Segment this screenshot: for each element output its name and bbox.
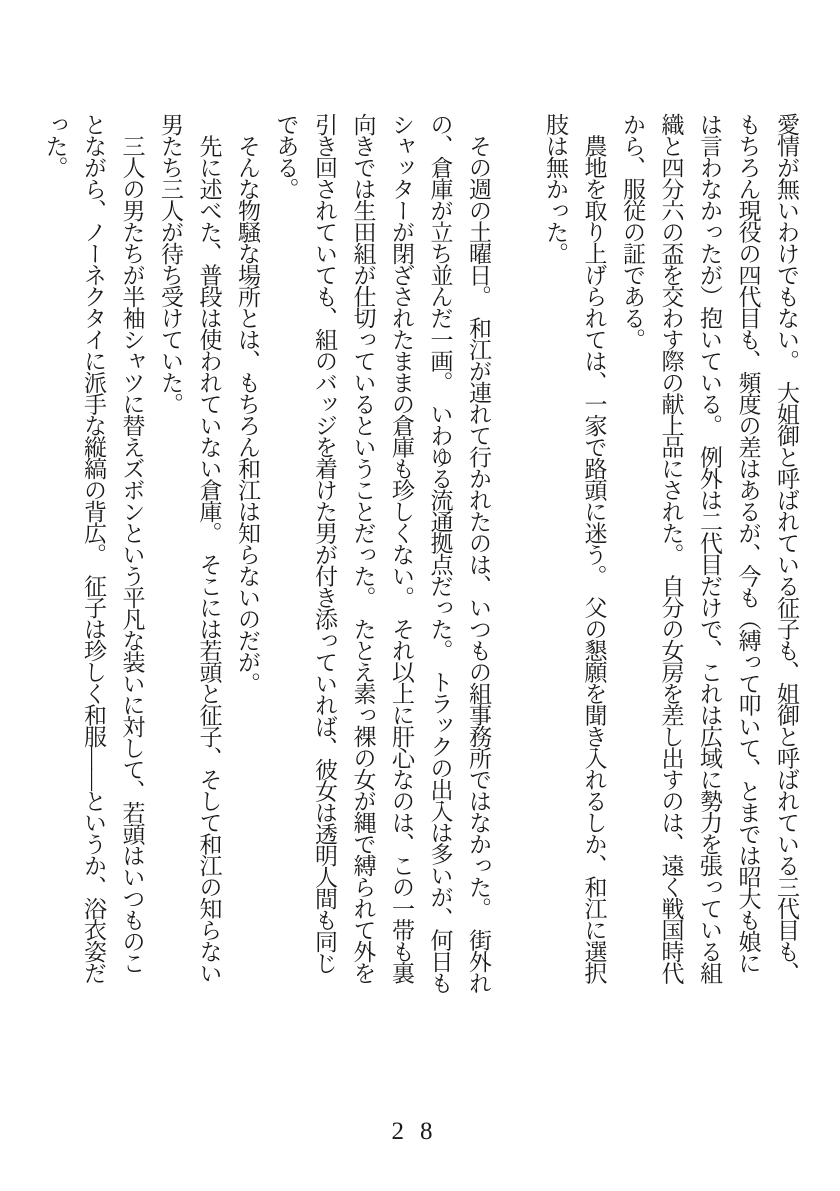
text-line: 向きでは生田組が仕切っているということだった。 たとえ素っ裸の女が縄で縛られて外を — [350, 113, 376, 983]
text-line: の、倉庫が立ち並んだ一画。 いわゆる流通拠点だった。 トラックの出入は多いが、何日も — [427, 113, 453, 993]
body-text — [35, 113, 805, 1043]
text-line: った。 — [42, 113, 68, 178]
text-line: シャッターが閉ざされたままの倉庫も珍しくない。 それ以上に肝心なのは、この一帯も裏 — [389, 113, 414, 983]
text-line: 引き回されていても、組のバッジを着けた男が付き添っていれば、彼女は透明人間も同じ — [312, 113, 337, 973]
text-line: その週の土曜日。 和江が連れて行かれたのは、いつもの組事務所ではなかった。 街外れ — [466, 113, 491, 993]
text-line: そんな物騒な場所とは、もちろん和江は知らないのだが。 — [235, 113, 260, 694]
text-line: 男たち三人が待ち受けていた。 — [158, 113, 183, 414]
text-line-blank — [497, 113, 536, 1043]
text-line: 農地を取り上げられては、一家で路頭に迷う。 父の懇願を聞き入れるしか、和江に選択 — [581, 113, 607, 983]
text-line: から、服従の証である。 — [620, 113, 645, 350]
text-line: 織と四分六の盃を交わす際の献上品にされた。 自分の女房を差し出すのは、遠く戦国時代 — [658, 113, 684, 983]
text-line: である。 — [273, 113, 299, 199]
text-line: 愛情が無いわけでもない。 大姐御と呼ばれている征子も、姐御と呼ばれている三代目も、 — [774, 113, 799, 983]
text-line: 三人の男たちが半袖シャツに替えズボンという平凡な装いに対して、若頭はいつものこ — [119, 113, 145, 973]
text-line: 先に述べた、普段は使われていない倉庫。 そこには若頭と征子、そして和江の知らない — [196, 113, 222, 983]
text-line: もちろん現役の四代目も、頻度の差はあるが、今も（縛って叩いて、とまでは昭大も娘に — [735, 113, 761, 973]
text-line: 肢は無かった。 — [543, 113, 568, 264]
page-number: 28 — [391, 1118, 449, 1145]
text-line: とながら、ノーネクタイに派手な縦縞の背広。 征子は珍しく和服――というか、浴衣姿だ — [81, 113, 106, 983]
text-line: は言わなかったが）抱いている。 例外は二代目だけで、これは広域に勢力を張っている組 — [697, 113, 722, 983]
